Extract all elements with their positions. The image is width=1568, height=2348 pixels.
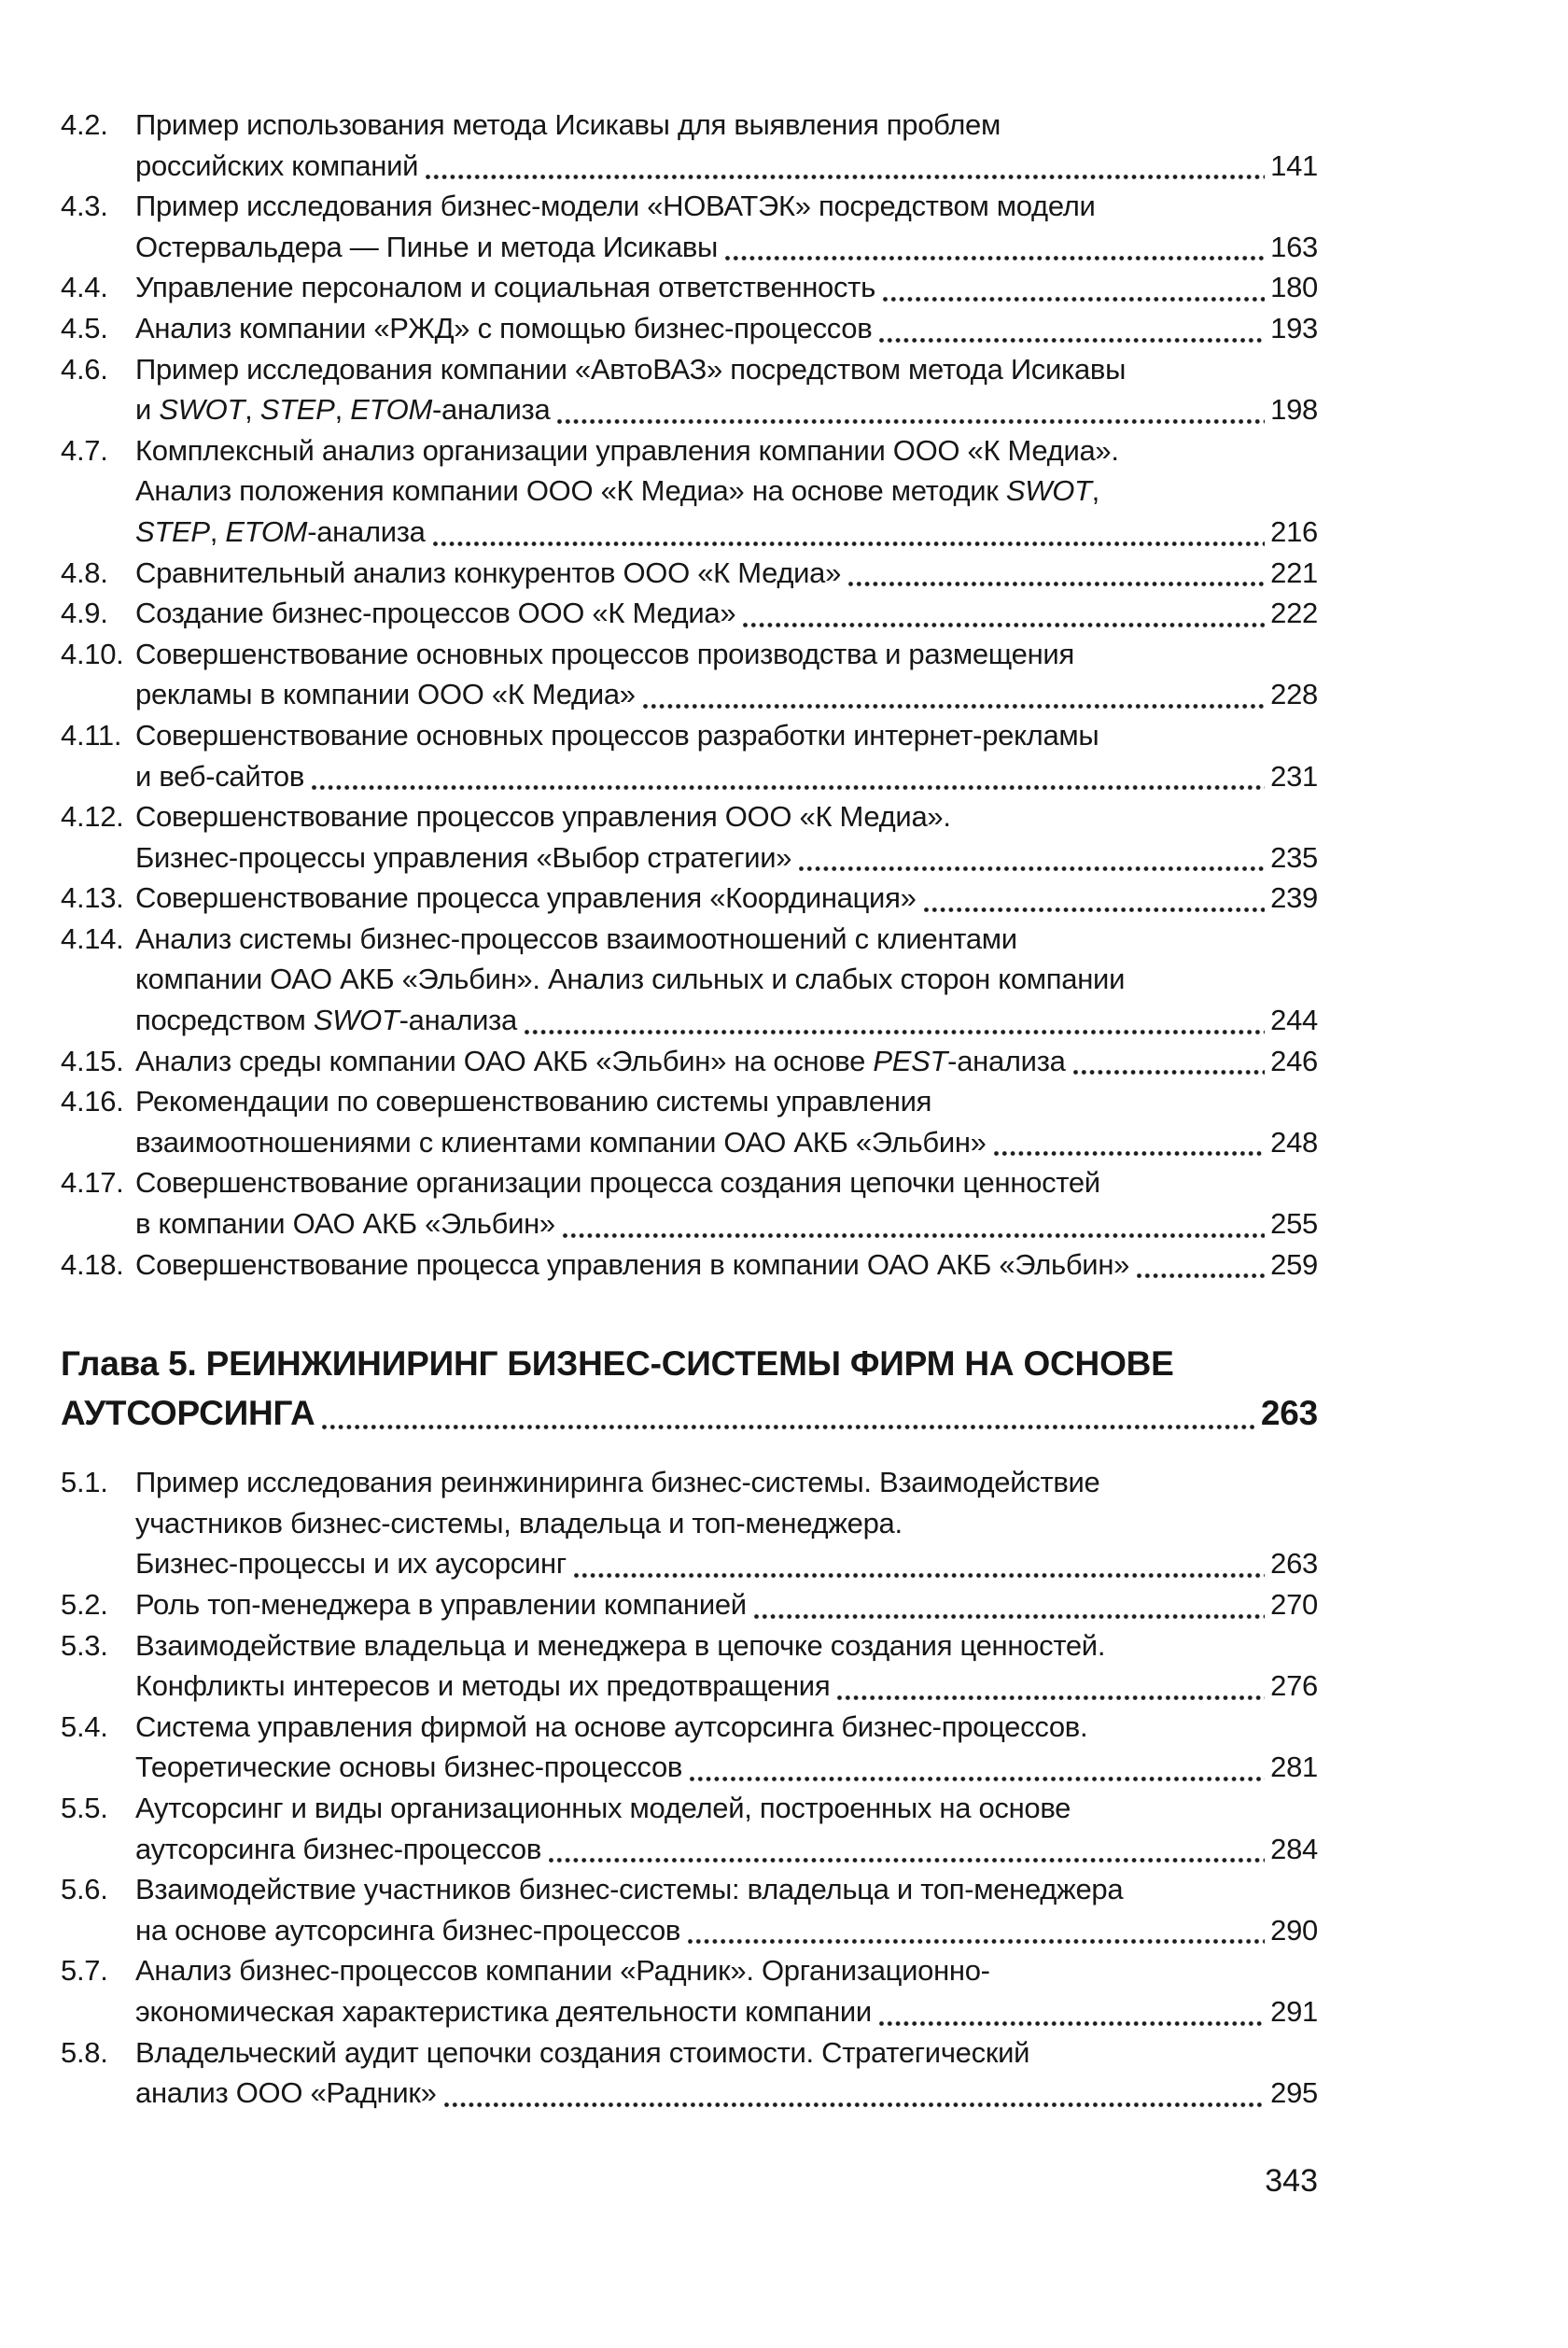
toc-entry-content [135,715,1318,796]
toc-entry-content [135,634,1318,715]
toc-entry-line: STEP, ETOM-анализа 216 [135,512,1318,553]
toc-entry-content [135,1041,1318,1082]
toc-entry-content [135,1081,1318,1162]
dot-leader [741,593,1267,634]
dot-leader [752,1584,1267,1625]
toc-entry-content [135,1869,1318,1950]
toc-chapter4-entries [61,105,1318,1285]
toc-entry-line: участников бизнес-системы, владельца и топ-менеджера. [135,1506,903,1540]
toc-entry [61,553,1318,594]
dot-leader [561,1203,1267,1244]
toc-entry-line: Пример исследования бизнес-модели «НОВАТЭК» посредством модели [135,190,1096,223]
toc-entry-number: 4.2. [61,108,108,141]
toc-entry [61,349,1318,430]
toc-page-number: 281 [1270,1750,1318,1784]
toc-entry-number: 4.8. [61,555,108,589]
dot-leader [1071,1041,1267,1082]
toc-entry-line: Сравнительный анализ конкурентов ООО «К Медиа» 221 [135,553,1318,594]
toc-entry-content [135,1625,1318,1707]
toc-entry-line: Пример исследования реинжиниринга бизнес-системы. Взаимодействие [135,1466,1100,1499]
toc-entry-line: Совершенствование процесса управления в компании ОАО АКБ «Эльбин» 259 [135,1244,1318,1286]
chapter-heading-line2-row [61,1388,1318,1438]
dot-leader [320,1388,1256,1438]
toc-entry-line: посредством SWOT-анализа 244 [135,1000,1318,1041]
toc-page-number: 163 [1270,230,1318,263]
toc-entry-line: Создание бизнес-процессов ООО «К Медиа» 222 [135,593,1318,634]
toc-page-number: 239 [1270,881,1318,915]
toc-entry-line: Анализ среды компании ОАО АКБ «Эльбин» на основе PEST-анализа 246 [135,1041,1318,1082]
toc-entry [61,267,1318,308]
toc-entry [61,1869,1318,1950]
toc-entry-content [135,919,1318,1041]
toc-page-number: 284 [1270,1832,1318,1865]
toc-entry-content [135,308,1318,349]
toc-entry-number: 4.13. [61,881,124,915]
toc-entry [61,919,1318,1041]
toc-entry-content [135,2032,1318,2114]
toc-entry-line: Владельческий аудит цепочки создания стоимости. Стратегический [135,2035,1030,2069]
toc-page-number: 263 [1270,1547,1318,1581]
toc-page-number: 231 [1270,759,1318,793]
page-number: 343 [1265,2162,1318,2199]
toc-entry-content [135,1950,1318,2032]
toc-entry-line: экономическая характеристика деятельности компании 291 [135,1991,1318,2032]
toc-entry-line: на основе аутсорсинга бизнес-процессов 290 [135,1910,1318,1951]
toc-entry-number: 5.8. [61,2035,108,2069]
toc-page-number: 198 [1270,393,1318,427]
toc-page-number: 276 [1270,1669,1318,1703]
toc-entry-line: Остервальдера — Пинье и метода Исикавы 163 [135,227,1318,268]
chapter-heading-page-number: 263 [1260,1394,1318,1433]
dot-leader [523,1000,1267,1041]
toc-entry-number: 4.18. [61,1247,124,1281]
toc-entry-line: Теоретические основы бизнес-процессов 281 [135,1747,1318,1788]
toc-entry [61,1584,1318,1625]
toc-entry-content [135,349,1318,430]
toc-entry-line: и SWOT, STEP, ETOM-анализа 198 [135,389,1318,430]
dot-leader [555,389,1267,430]
dot-leader [992,1122,1267,1163]
toc-entry [61,1707,1318,1788]
toc-entry-number: 4.9. [61,597,108,630]
toc-chapter5-section [61,1339,1318,2114]
dot-leader [847,553,1267,594]
toc-entry [61,2032,1318,2114]
dot-leader [688,1747,1267,1788]
toc-chapter5-entries [61,1462,1318,2114]
dot-leader [442,2073,1267,2114]
toc-entry-number: 5.2. [61,1588,108,1621]
toc-entry [61,1462,1318,1584]
toc-page-number: 290 [1270,1913,1318,1947]
toc-entry-line: компании ОАО АКБ «Эльбин». Анализ сильных и слабых сторон компании [135,963,1126,996]
toc-entry [61,796,1318,878]
dot-leader [881,267,1267,308]
toc-entry-line: Анализ системы бизнес-процессов взаимоотношений с клиентами [135,921,1017,955]
toc-entry-line: анализ ООО «Радник» 295 [135,2073,1318,2114]
dot-leader [547,1829,1267,1870]
dot-leader [424,146,1267,187]
toc-entry-content [135,1584,1318,1625]
toc-entry-number: 5.1. [61,1466,108,1499]
toc-entry-line: Бизнес-процессы управления «Выбор стратегии» 235 [135,837,1318,879]
toc-entry [61,308,1318,349]
toc-entry-line: в компании ОАО АКБ «Эльбин» 255 [135,1203,1318,1244]
toc-page-number: 246 [1270,1044,1318,1077]
toc-entry-number: 4.17. [61,1166,124,1200]
toc-entry-line: Пример использования метода Исикавы для выявления проблем [135,108,1001,141]
toc-entry-line: Совершенствование процесса управления «Координация» 239 [135,878,1318,919]
toc-entry-content [135,430,1318,553]
toc-entry-number: 4.14. [61,921,124,955]
toc-entry-number: 5.3. [61,1628,108,1662]
toc-page-number: 270 [1270,1588,1318,1621]
toc-entry-content [135,105,1318,186]
toc-entry-number: 5.5. [61,1791,108,1824]
dot-leader [641,674,1267,715]
toc-page-number: 222 [1270,597,1318,630]
toc-page-number: 193 [1270,311,1318,344]
toc-entry-line: Система управления фирмой на основе аутсорсинга бизнес-процессов. [135,1709,1088,1743]
toc-entry-number: 4.11. [61,718,122,752]
toc-entry [61,1788,1318,1869]
toc-entry [61,105,1318,186]
toc-entry-content [135,1244,1318,1286]
toc-entry-number: 5.4. [61,1709,108,1743]
toc-page-number: 221 [1270,555,1318,589]
toc-page-number: 291 [1270,1994,1318,2028]
toc-entry [61,1625,1318,1707]
dot-leader [686,1910,1267,1951]
toc-entry-line: Комплексный анализ организации управления компании ООО «К Медиа». [135,433,1119,467]
toc-entry [61,634,1318,715]
toc-entry [61,1162,1318,1244]
toc-entry-line: Взаимодействие владельца и менеджера в цепочке создания ценностей. [135,1628,1106,1662]
toc-entry-line: Анализ бизнес-процессов компании «Радник». Организационно- [135,1954,990,1988]
chapter-heading-line1: Глава 5. РЕИНЖИНИРИНГ БИЗНЕС-СИСТЕМЫ ФИРМ НА ОСНОВЕ [61,1344,1174,1384]
toc-entry-line: Конфликты интересов и методы их предотвращения 276 [135,1666,1318,1707]
toc-page-number: 259 [1270,1247,1318,1281]
toc-page-number: 295 [1270,2076,1318,2110]
toc-entry-number: 4.6. [61,352,108,386]
toc-entry-line: Рекомендации по совершенствованию системы управления [135,1085,932,1118]
toc-entry [61,1244,1318,1286]
toc-entry-line: Анализ компании «РЖД» с помощью бизнес-процессов 193 [135,308,1318,349]
toc-entry-line: Анализ положения компании ООО «К Медиа» на основе методик SWOT, [135,474,1099,508]
toc-entry-line: Совершенствование процессов управления ООО «К Медиа». [135,800,951,834]
toc-entry-number: 4.3. [61,190,108,223]
toc-entry-content [135,186,1318,267]
toc-entry-line: рекламы в компании ООО «К Медиа» 228 [135,674,1318,715]
toc-entry-number: 4.4. [61,271,108,304]
toc-entry-line: Совершенствование основных процессов производства и размещения [135,637,1074,670]
dot-leader [797,837,1267,879]
toc-page-number: 141 [1270,148,1318,182]
toc-entry-line: российских компаний 141 [135,146,1318,187]
toc-entry [61,1950,1318,2032]
dot-leader [431,512,1267,553]
dot-leader [835,1666,1267,1707]
toc-entry-line: и веб-сайтов 231 [135,756,1318,797]
toc-page-number: 216 [1270,514,1318,548]
toc-entry-content [135,1707,1318,1788]
dot-leader [572,1543,1267,1584]
toc-entry-number: 5.7. [61,1954,108,1988]
dot-leader [922,878,1267,919]
toc-page-number: 235 [1270,840,1318,874]
toc-entry-content [135,553,1318,594]
toc-entry-line: Совершенствование организации процесса создания цепочки ценностей [135,1166,1100,1200]
toc-page-number: 248 [1270,1125,1318,1159]
dot-leader [723,227,1267,268]
dot-leader [1135,1244,1267,1286]
toc-entry-number: 5.6. [61,1873,108,1906]
toc-entry-number: 4.15. [61,1044,124,1077]
dot-leader [310,756,1267,797]
toc-entry [61,715,1318,796]
toc-page-number: 244 [1270,1004,1318,1037]
chapter-heading-line2: АУТСОРСИНГА [61,1394,315,1433]
toc-entry-line: взаимоотношениями с клиентами компании ОАО АКБ «Эльбин» 248 [135,1122,1318,1163]
toc-entry-line: Роль топ-менеджера в управлении компанией 270 [135,1584,1318,1625]
toc-entry [61,430,1318,553]
toc-entry-content [135,878,1318,919]
toc-page-number: 180 [1270,271,1318,304]
toc-page-number: 255 [1270,1207,1318,1241]
dot-leader [877,308,1267,349]
toc-entry-content [135,1162,1318,1244]
toc-entry [61,1041,1318,1082]
toc-entry-number: 4.16. [61,1085,124,1118]
toc-entry-content [135,796,1318,878]
toc-entry-line: Совершенствование основных процессов разработки интернет-рекламы [135,718,1099,752]
toc-entry-content [135,1462,1318,1584]
toc-entry-line: Управление персоналом и социальная ответственность 180 [135,267,1318,308]
toc-entry [61,593,1318,634]
toc-entry [61,186,1318,267]
toc-entry-line: Пример исследования компании «АвтоВАЗ» посредством метода Исикавы [135,352,1127,386]
toc-page [61,105,1318,2201]
toc-entry-line: Бизнес-процессы и их аусорсинг 263 [135,1543,1318,1584]
toc-entry-line: Аутсорсинг и виды организационных моделей, построенных на основе [135,1791,1071,1824]
toc-page-number: 228 [1270,678,1318,711]
toc-entry-number: 4.5. [61,311,108,344]
toc-entry-content [135,593,1318,634]
chapter-heading [61,1339,1318,1438]
toc-entry-line: Взаимодействие участников бизнес-системы: владельца и топ-менеджера [135,1873,1124,1906]
toc-entry-number: 4.10. [61,637,124,670]
toc-entry-number: 4.7. [61,433,108,467]
toc-entry [61,1081,1318,1162]
dot-leader [877,1991,1267,2032]
toc-entry [61,878,1318,919]
toc-entry-number: 4.12. [61,800,124,834]
toc-chapter4-section [61,105,1318,1285]
toc-entry-content [135,1788,1318,1869]
toc-entry-line: аутсорсинга бизнес-процессов 284 [135,1829,1318,1870]
toc-entry-content [135,267,1318,308]
